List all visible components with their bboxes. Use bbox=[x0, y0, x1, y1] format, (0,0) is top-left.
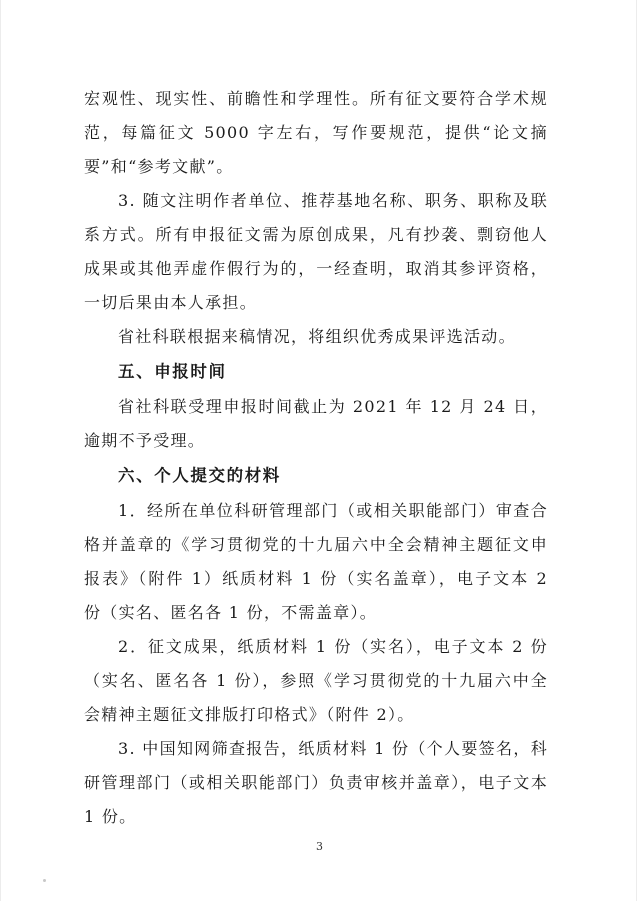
paragraph-item-3-author-info: 3. 随文注明作者单位、推荐基地名称、职务、职称及联系方式。所有申报征文需为原创成果，凡有抄袭、剽窃他人成果或其他弄虚作假行为的，一经查明，取消其参评资格，一切后果由本人承担。 bbox=[84, 191, 548, 312]
paragraph-requirements-continued: 宏观性、现实性、前瞻性和学理性。所有征文要符合学术规范，每篇征文 5000 字左右，写作要规范，提供“论文摘要”和“参考文献”。 bbox=[84, 89, 548, 176]
page-number: 3 bbox=[316, 840, 323, 853]
paragraph-material-3: 3. 中国知网筛查报告，纸质材料 1 份（个人要签名，科研管理部门（或相关职能部门）负责审核并盖章），电子文本 1 份。 bbox=[84, 739, 548, 826]
section-heading-materials: 六、个人提交的材料 bbox=[118, 466, 281, 485]
paragraph-material-1: 1．经所在单位科研管理部门（或相关职能部门）审查合格并盖章的《学习贯彻党的十九届六中全会精神主题征文申报表》（附件 1）纸质材料 1 份（实名盖章），电子文本 2 份（实名、匿名各 1 份，不需盖章）。 bbox=[84, 501, 548, 622]
paragraph-evaluation-note: 省社科联根据来稿情况，将组织优秀成果评选活动。 bbox=[118, 327, 516, 346]
scan-speck bbox=[43, 879, 46, 882]
section-heading-deadline: 五、申报时间 bbox=[118, 362, 227, 381]
document-body bbox=[84, 82, 548, 834]
paragraph-material-2: 2．征文成果，纸质材料 1 份（实名），电子文本 2 份（实名、匿名各 1 份），参照《学习贯彻党的十九届六中全会精神主题征文排版打印格式》（附件 2）。 bbox=[84, 637, 548, 724]
paragraph-deadline: 省社科联受理申报时间截止为 2021 年 12 月 24 日，逾期不予受理。 bbox=[84, 397, 548, 450]
